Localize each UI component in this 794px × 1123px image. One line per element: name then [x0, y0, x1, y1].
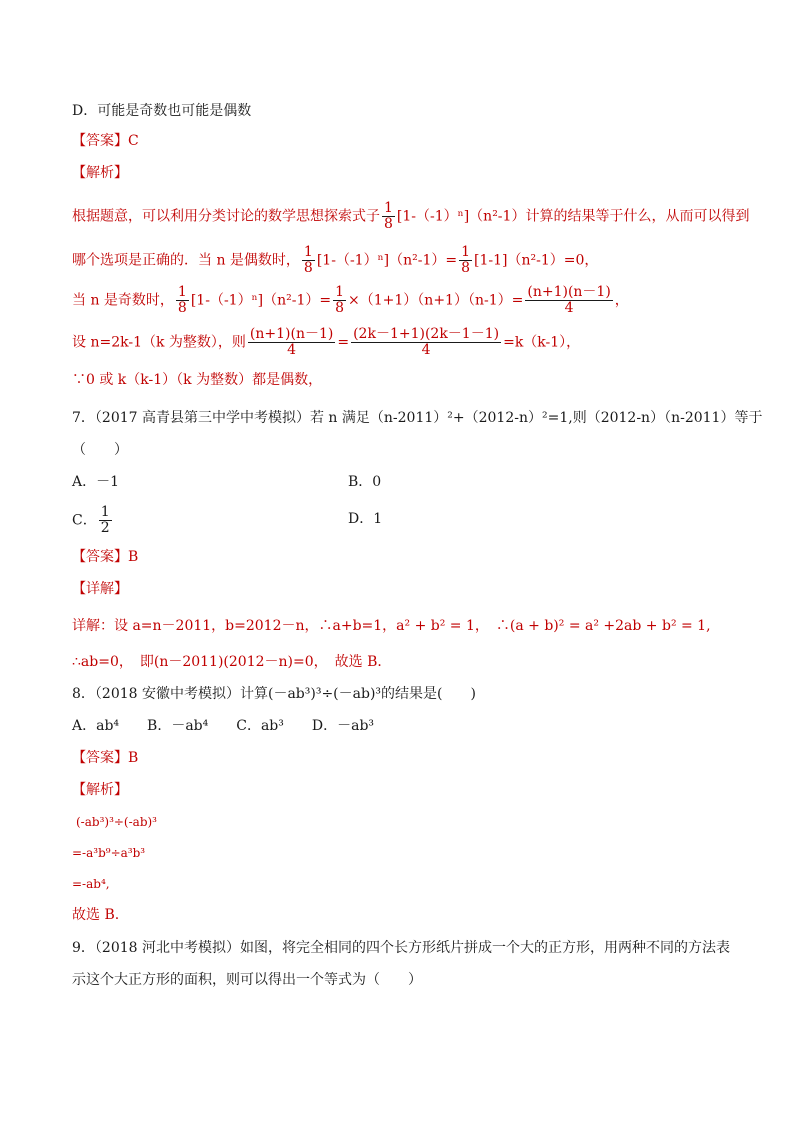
numerator: 1 [384, 200, 393, 216]
q7-option-b: B．0 [348, 474, 382, 490]
q7-detail-label: 【详解】 [72, 581, 128, 597]
q8-step1: (-ab³)³÷(-ab)³ [76, 815, 157, 829]
denominator: 8 [461, 260, 471, 276]
q6-line4-post: =k（k-1）， [503, 334, 581, 351]
fraction-one-eighth [302, 245, 315, 276]
q8-analysis-label: 【解析】 [72, 782, 128, 798]
denominator: 8 [384, 216, 393, 232]
q6-option-d: D．可能是奇数也可能是偶数 [72, 103, 252, 119]
option-label: C． [72, 512, 97, 529]
q6-analysis-line3: 当 n 是奇数时， $\frac{1}{8}$ [1-（-1）ⁿ]（n²-1）= $\frac{1}{8}$ ×（1+1）（n+1）（n-1）= $\frac{(n+1)(n-1)}{4}$ ， [72, 284, 629, 316]
denominator: 4 [287, 342, 297, 358]
numerator: 1 [461, 244, 471, 260]
q8-options: A．ab⁴ B．－ab⁴ C．ab³ D．－ab³ [72, 718, 375, 734]
numerator: 1 [335, 284, 345, 300]
q8-conclusion: 故选 B. [72, 907, 120, 923]
q6-line2-expr-a: [1-（-1）ⁿ]（n²-1）= [316, 252, 458, 269]
q6-analysis-line4: 设 n=2k-1（k 为整数），则 $\frac{(n+1)(n-1)}{4}$ = $\frac{(2k-1+1)(2k-1-1)}{4}$ =k（k-1）， [72, 326, 581, 358]
q7-answer: 【答案】B [72, 549, 139, 565]
denominator: 8 [177, 300, 187, 316]
q7-detail-line2: ∴ab=0， 即(n－2011)(2012－n)=0， 故选 B． [72, 654, 392, 670]
denominator: 4 [421, 342, 431, 358]
q6-line1-pre: 根据题意，可以利用分类讨论的数学思想探索式子 [72, 208, 380, 225]
q9-stem-line2: 示这个大正方形的面积，则可以得出一个等式为（ ） [72, 972, 422, 988]
q6-analysis-line1 [72, 201, 749, 232]
fraction-n-product-over-four [525, 285, 612, 316]
fraction-one-eighth [333, 285, 346, 316]
numerator: (n+1)(n－1) [249, 326, 334, 342]
q7-detail-line1: 详解：设 a=n－2011，b=2012－n，∴a+b=1，a² + b² = 1， ∴(a + b)² = a² +2ab + b² = 1, [72, 618, 711, 634]
q7-option-c [72, 505, 114, 536]
q6-line1-expr: [1-（-1）ⁿ]（n²-1）计算的结果等于什么，从而可以得到 [396, 208, 750, 225]
q6-line3-expr-a: [1-（-1）ⁿ]（n²-1）= [190, 292, 332, 309]
q7-paren: （ ） [72, 442, 128, 458]
numerator: (n+1)(n－1) [527, 284, 611, 300]
q8-answer: 【答案】B [72, 750, 139, 766]
numerator: 1 [177, 284, 187, 300]
q9-stem-line1: 9．（2018 河北中考模拟）如图，将完全相同的四个长方形纸片拼成一个大的正方形，用两种不同的方法表 [72, 940, 730, 956]
fraction-one-eighth [382, 201, 395, 232]
numerator: 1 [100, 504, 110, 520]
q7-option-d: D．1 [348, 511, 383, 527]
q7-stem: 7．（2017 高青县第三中学中考模拟）若 n 满足（n-2011）²+（2012-n）²=1,则（2012-n）（n-2011）等于 [72, 410, 763, 426]
fraction-one-eighth [176, 285, 189, 316]
q6-conclusion: ∵0 或 k（k-1）（k 为整数）都是偶数， [72, 372, 323, 388]
q6-line4-pre: 设 n=2k-1（k 为整数），则 [72, 334, 246, 351]
denominator: 4 [564, 300, 574, 316]
denominator: 2 [100, 520, 110, 536]
q8-step3: =-ab⁴, [72, 877, 110, 891]
q6-line3-pre: 当 n 是奇数时， [72, 292, 174, 309]
q8-stem: 8．（2018 安徽中考模拟）计算(－ab³)³÷(－ab)³的结果是( ) [72, 686, 476, 702]
q6-analysis-line2 [72, 245, 598, 276]
fraction-n-product-over-four [248, 327, 335, 358]
denominator: 8 [303, 260, 313, 276]
fraction-one-eighth [459, 245, 472, 276]
q7-option-a: A．－1 [72, 474, 120, 490]
fraction-k-product-over-four [351, 327, 501, 358]
q6-analysis-label: 【解析】 [72, 165, 128, 181]
fraction-one-half [99, 505, 112, 536]
q6-line2-pre: 哪个选项是正确的．当 n 是偶数时， [72, 252, 300, 269]
q6-line2-expr-b: [1-1]（n²-1）=0， [474, 252, 599, 269]
q7-options-row1 [72, 472, 119, 492]
q6-answer: 【答案】C [72, 133, 139, 149]
numerator: 1 [303, 244, 313, 260]
denominator: 8 [335, 300, 345, 316]
q6-line3-expr-b: ×（1+1）（n+1）（n-1）= [348, 292, 524, 309]
numerator: (2k－1+1)(2k－1－1) [353, 326, 500, 342]
q8-step2: =-a³b⁹÷a³b³ [72, 846, 146, 860]
